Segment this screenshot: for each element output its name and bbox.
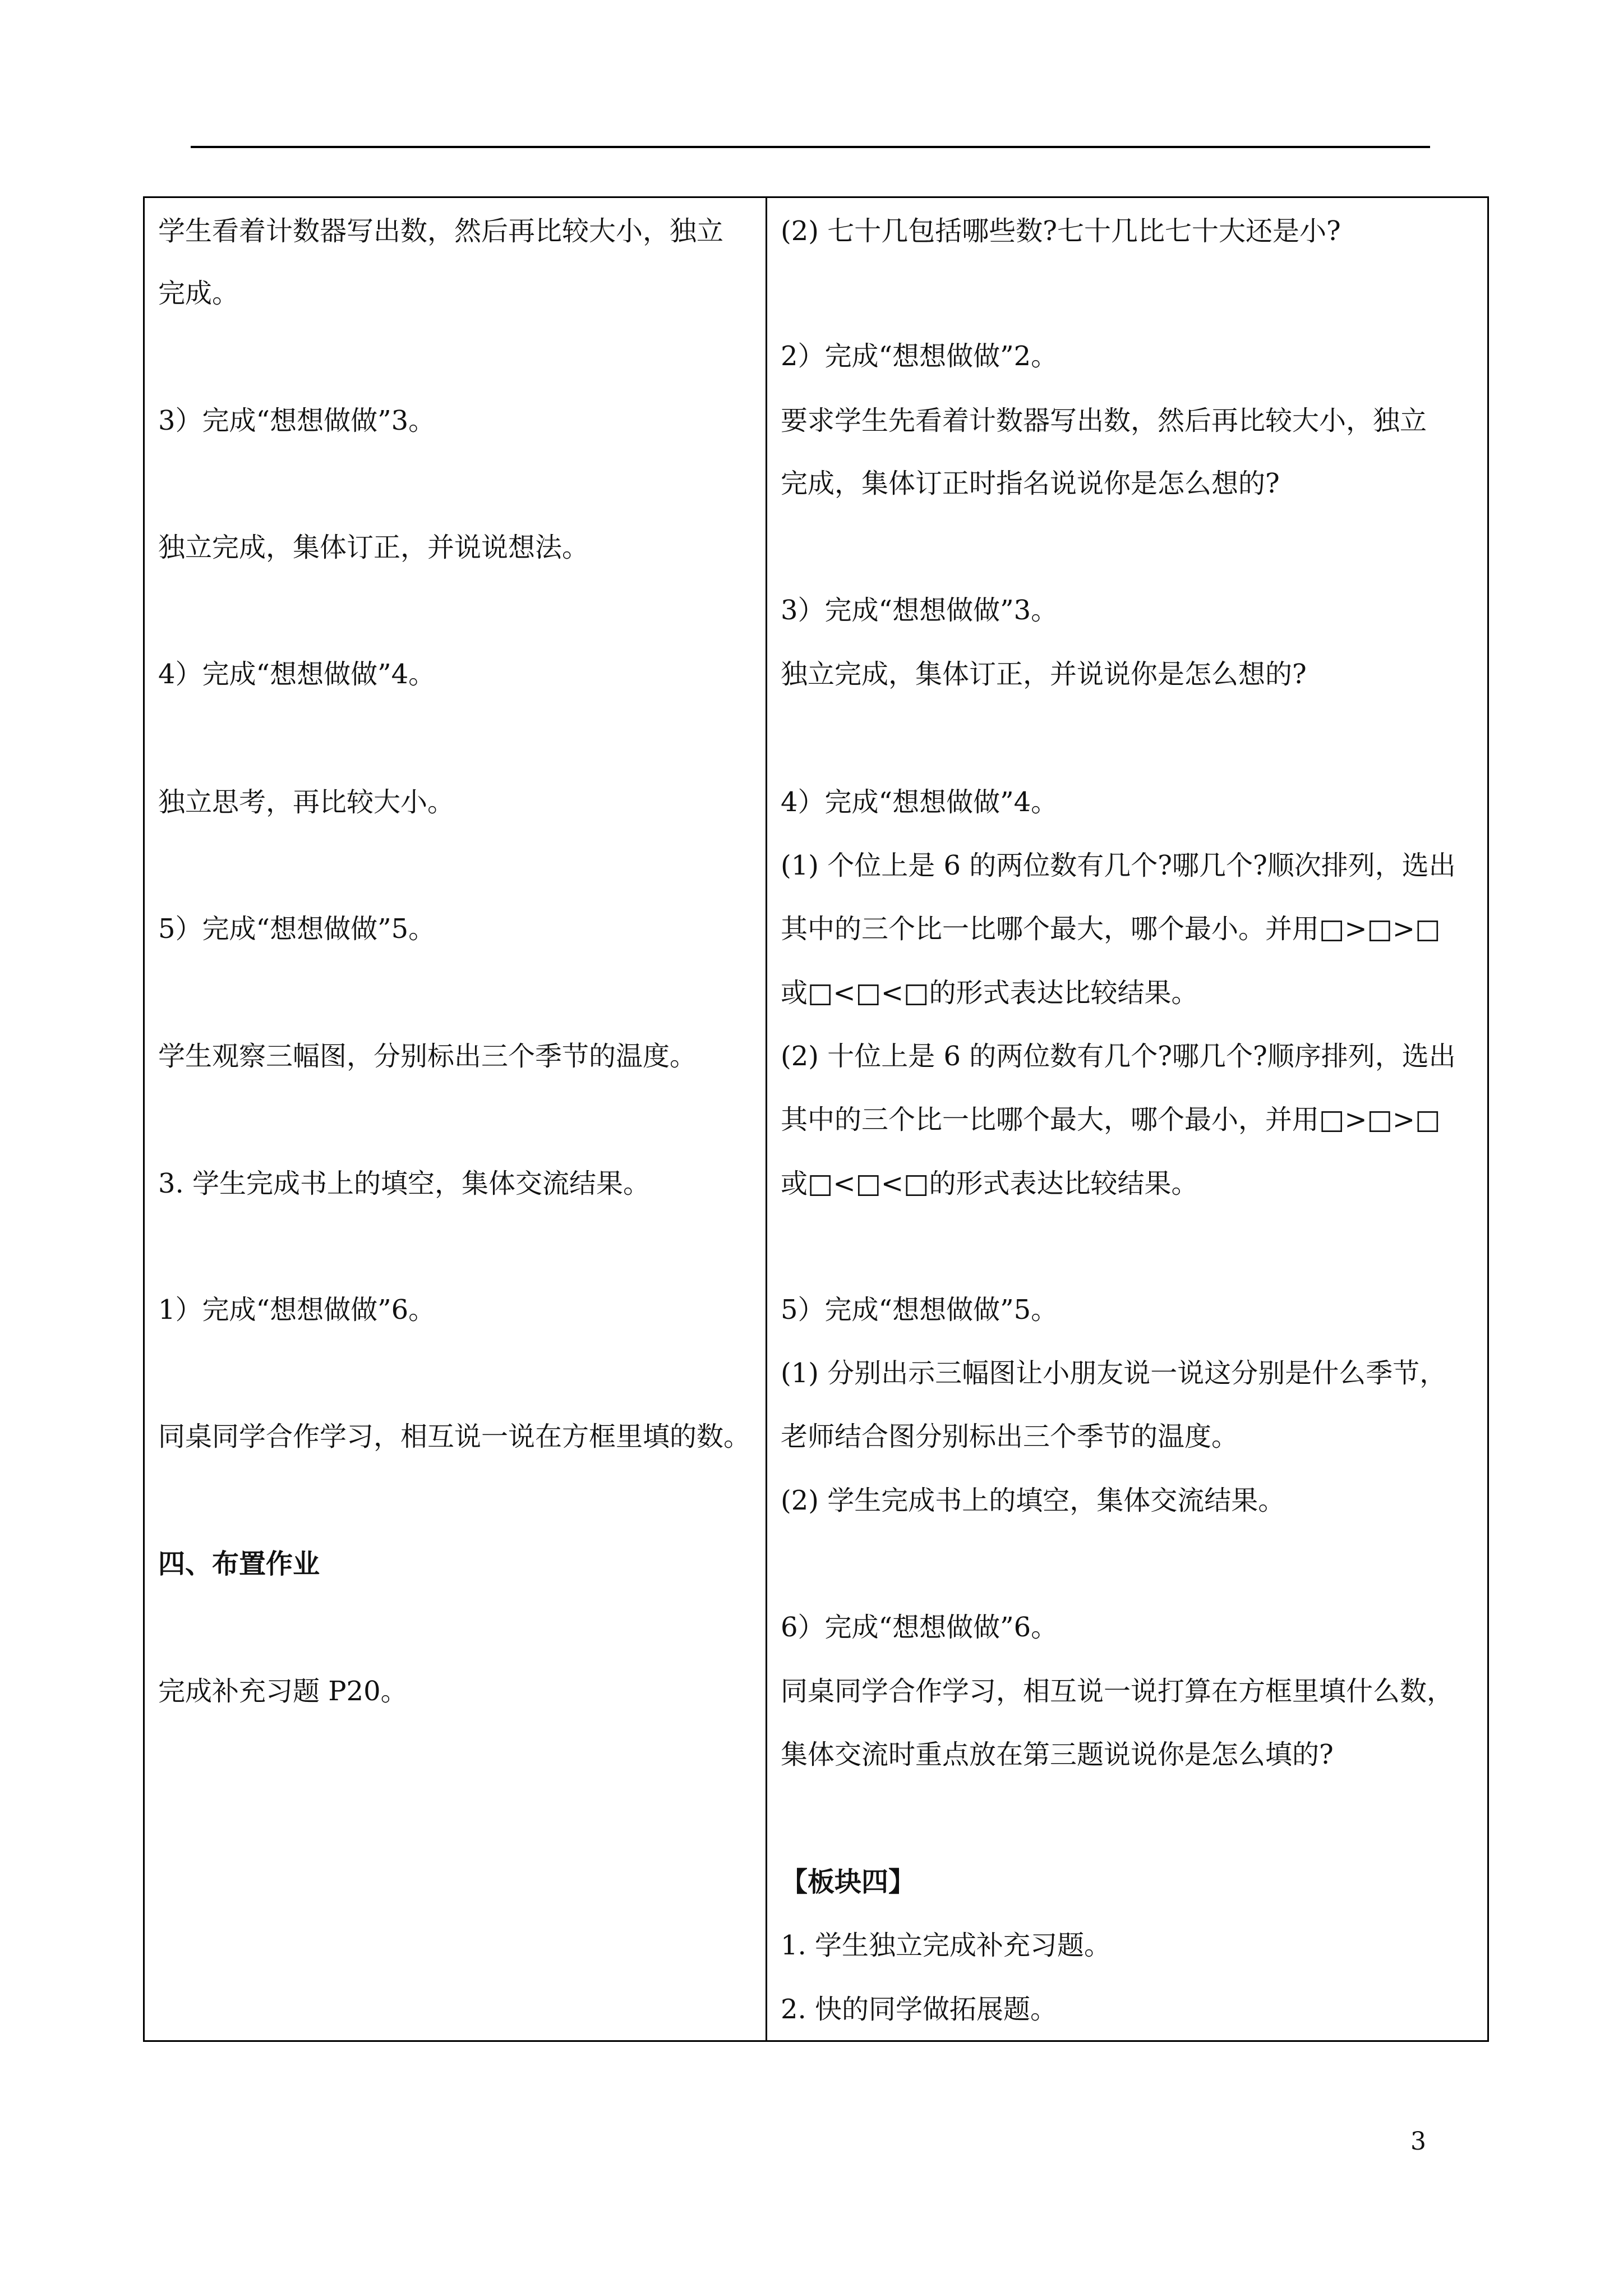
block-heading: 【板块四】	[781, 1866, 916, 1898]
left-line-6: 独立思考，再比较大小。	[158, 786, 455, 818]
right-line-7: 4）完成“想想做做”4。	[781, 786, 1058, 818]
left-line-2: 完成。	[158, 278, 239, 309]
left-line-1: 学生看着计数器写出数，然后再比较大小，独立	[158, 215, 724, 247]
right-line-9: 其中的三个比一比哪个最大，哪个最小。并用□>□>□	[781, 913, 1441, 945]
page-number: 3	[1410, 2127, 1426, 2156]
right-line-2: 2）完成“想想做做”2。	[781, 341, 1058, 372]
left-line-4: 独立完成，集体订正，并说说想法。	[158, 532, 589, 563]
section-heading: 四、布置作业	[158, 1548, 320, 1580]
left-line-8: 学生观察三幅图，分别标出三个季节的温度。	[158, 1041, 697, 1072]
left-line-7: 5）完成“想想做做”5。	[158, 913, 436, 945]
left-line-10: 1）完成“想想做做”6。	[158, 1294, 436, 1326]
left-line-5: 4）完成“想想做做”4。	[158, 659, 436, 690]
right-line-4: 完成，集体订正时指名说说你是怎么想的?	[781, 468, 1280, 499]
right-line-8: (1) 个位上是 6 的两位数有几个?哪几个?顺次排列，选出	[781, 850, 1456, 881]
right-line-19: 同桌同学合作学习，相互说一说打算在方框里填什么数，	[781, 1676, 1454, 1707]
right-line-5: 3）完成“想想做做”3。	[781, 595, 1058, 626]
right-line-15: (1) 分别出示三幅图让小朋友说一说这分别是什么季节，	[781, 1358, 1447, 1389]
left-line-11: 同桌同学合作学习，相互说一说在方框里填的数。	[158, 1421, 751, 1452]
right-line-23: 2. 快的同学做拓展题。	[781, 1994, 1058, 2025]
right-line-20: 集体交流时重点放在第三题说说你是怎么填的?	[781, 1739, 1334, 1770]
left-line-13: 完成补充习题 P20。	[158, 1676, 408, 1707]
right-line-17: (2) 学生完成书上的填空，集体交流结果。	[781, 1485, 1285, 1516]
left-line-3: 3）完成“想想做做”3。	[158, 405, 436, 436]
column-divider	[766, 196, 767, 2042]
right-line-13: 或□<□<□的形式表达比较结果。	[781, 1168, 1198, 1199]
right-line-11: (2) 十位上是 6 的两位数有几个?哪几个?顺序排列，选出	[781, 1041, 1456, 1072]
right-line-10: 或□<□<□的形式表达比较结果。	[781, 977, 1198, 1009]
left-line-9: 3. 学生完成书上的填空，集体交流结果。	[158, 1168, 651, 1199]
right-line-18: 6）完成“想想做做”6。	[781, 1612, 1058, 1643]
right-line-1: (2) 七十几包括哪些数?七十几比七十大还是小?	[781, 215, 1341, 247]
right-line-3: 要求学生先看着计数器写出数，然后再比较大小，独立	[781, 405, 1427, 436]
header-rule	[191, 146, 1430, 148]
right-line-22: 1. 学生独立完成补充习题。	[781, 1930, 1112, 1961]
right-line-6: 独立完成，集体订正，并说说你是怎么想的?	[781, 659, 1307, 690]
right-line-16: 老师结合图分别标出三个季节的温度。	[781, 1421, 1239, 1452]
right-line-12: 其中的三个比一比哪个最大，哪个最小，并用□>□>□	[781, 1104, 1441, 1135]
right-line-14: 5）完成“想想做做”5。	[781, 1294, 1058, 1326]
